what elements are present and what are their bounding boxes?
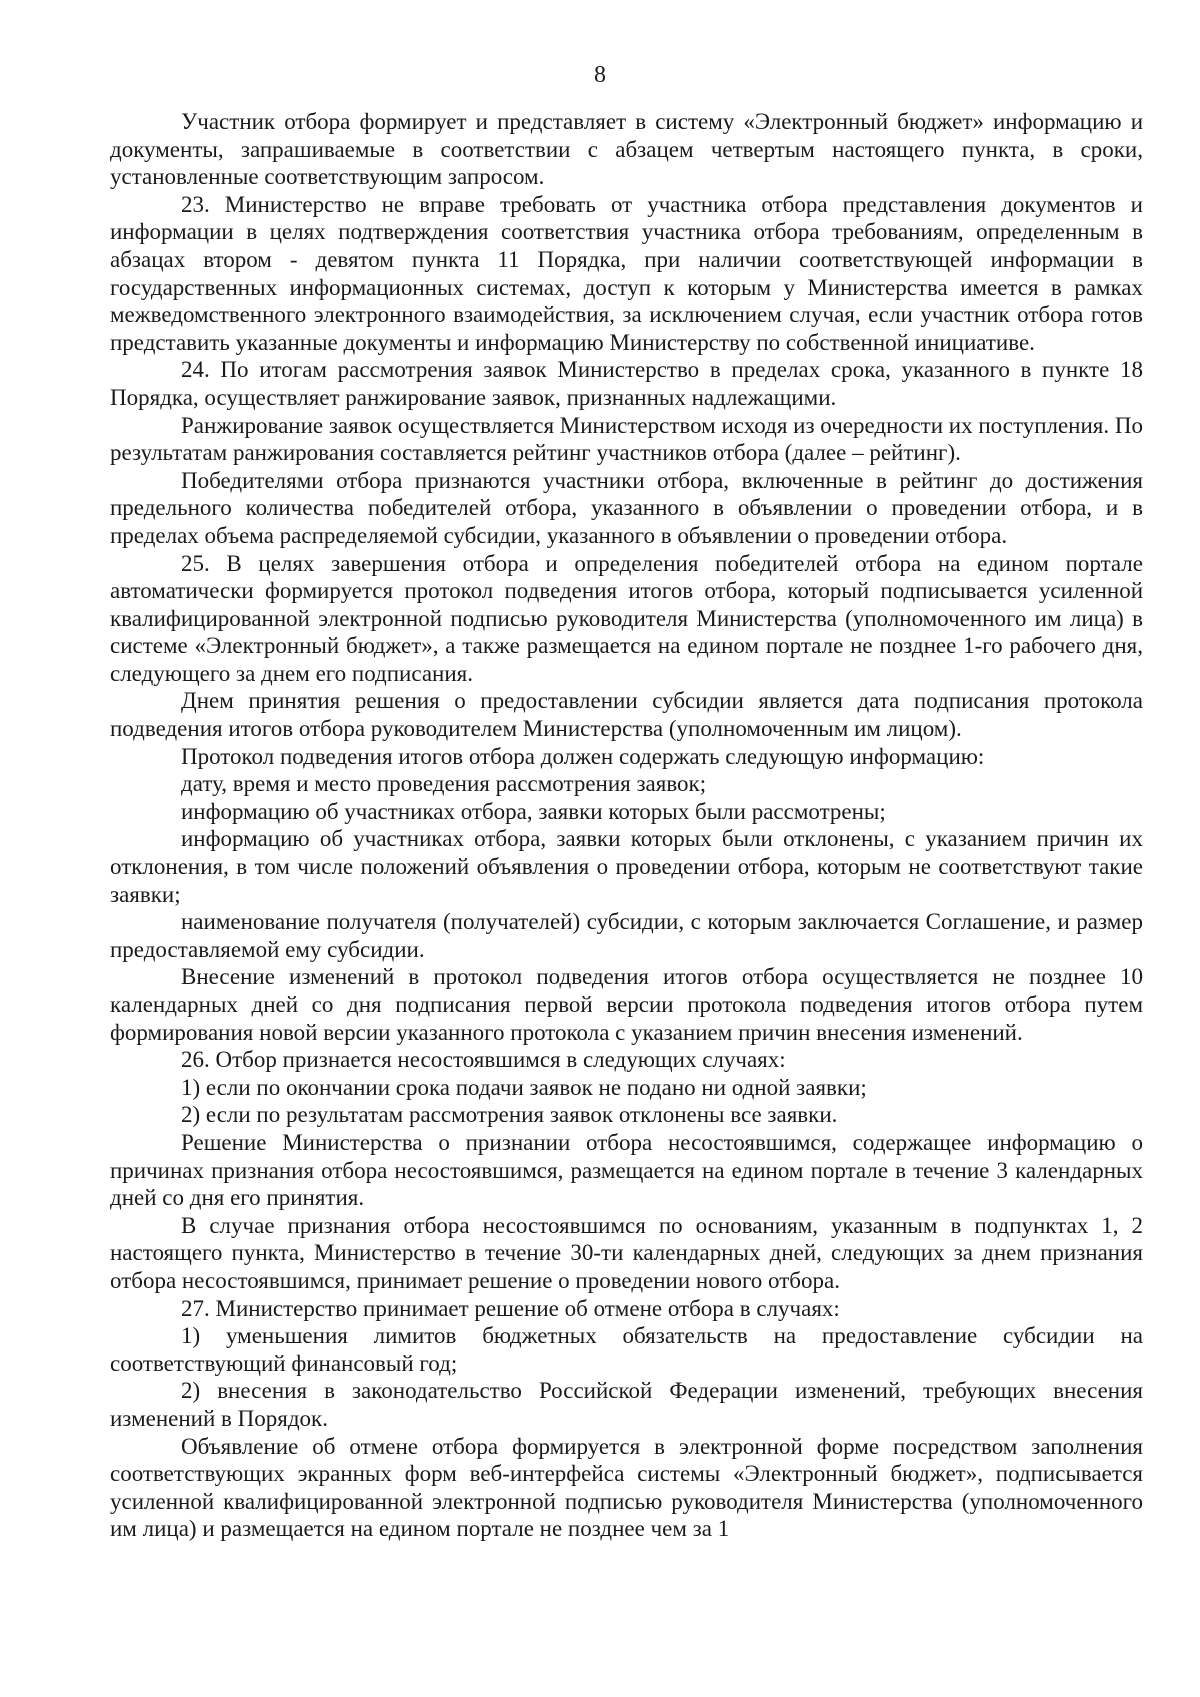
paragraph: Победителями отбора признаются участники отбора, включенные в рейтинг до достижения предельного количества победителей отбора, указанного в объявлении о проведении отбора, и в пределах объема распределяемой субсидии, указанного в объявлении о проведении отбора. xyxy=(110,467,1143,548)
paragraph: В случае признания отбора несостоявшимся по основаниям, указанным в подпунктах 1, 2 настоящего пункта, Министерство в течение 30-ти календарных дней, следующих за днем признания отбора несостоявшимся, принимает решение о проведении нового отбора. xyxy=(110,1212,1143,1293)
paragraph: 25. В целях завершения отбора и определения победителей отбора на едином портале автоматически формируется протокол подведения итогов отбора, который подписывается усиленной квалифицированной электронной подписью руководителя Министерства (уполномоченного им лица) в системе «Электронный бюджет», а также размещается на едином портале не позднее 1-го рабочего дня, следующего за днем его подписания. xyxy=(110,550,1143,686)
paragraph: 27. Министерство принимает решение об отмене отбора в случаях: xyxy=(181,1295,840,1321)
paragraph: Днем принятия решения о предоставлении субсидии является дата подписания протокола подведения итогов отбора руководителем Министерства (уполномоченным им лицом). xyxy=(110,688,1143,742)
paragraph: 1) уменьшения лимитов бюджетных обязательств на предоставление субсидии на соответствующий финансовый год; xyxy=(110,1323,1143,1376)
paragraph: 26. Отбор признается несостоявшимся в следующих случаях: xyxy=(181,1047,786,1073)
paragraph: Ранжирование заявок осуществляется Министерством исходя из очередности их поступления. По результатам ранжирования составляется рейтинг участников отбора (далее – рейтинг). xyxy=(110,412,1143,466)
paragraph: Внесение изменений в протокол подведения итогов отбора осуществляется не позднее 10 календарных дней со дня подписания первой версии протокола подведения итогов отбора путем формирования новой версии указанного протокола с указанием причин внесения изменений. xyxy=(110,964,1143,1045)
paragraph: информацию об участниках отбора, заявки которых были рассмотрены; xyxy=(181,798,886,824)
paragraph: информацию об участниках отбора, заявки которых были отклонены, с указанием причин их отклонения, в том числе положений объявления о проведении отбора, которым не соответствуют такие заявки; xyxy=(110,826,1143,907)
paragraph: наименование получателя (получателей) субсидии, с которым заключается Соглашение, и размер предоставляемой ему субсидии. xyxy=(110,909,1143,962)
paragraph: Решение Министерства о признании отбора несостоявшимся, содержащее информацию о причинах признания отбора несостоявшимся, размещается на едином портале в течение 3 календарных дней со дня его принятия. xyxy=(110,1129,1143,1211)
paragraph: 1) если по окончании срока подачи заявок не подано ни одной заявки; xyxy=(181,1074,867,1100)
paragraph: 23. Министерство не вправе требовать от участника отбора представления документов и информации в целях подтверждения соответствия участника отбора требованиям, определенным в абзацах втором - девятом пункта 11 Порядка, при наличии соответствующей информации в государственных информационных системах, доступ к которым у Министерства имеется в рамках межведомственного электронного взаимодействия, за исключением случая, если участник отбора готов представить указанные документы и информацию Министерству по собственной инициативе. xyxy=(110,191,1143,355)
paragraph: 24. По итогам рассмотрения заявок Министерство в пределах срока, указанного в пункте 18 Порядка, осуществляет ранжирование заявок, признанных надлежащими. xyxy=(110,357,1143,410)
document-body xyxy=(110,108,1143,1543)
paragraph: 2) внесения в законодательство Российской Федерации изменений, требующих внесения изменений в Порядок. xyxy=(110,1378,1143,1431)
paragraph: Объявление об отмене отбора формируется в электронной форме посредством заполнения соответствующих экранных форм веб-интерфейса системы «Электронный бюджет», подписывается усиленной квалифицированной электронной подписью руководителя Министерства (уполномоченного им лица) и размещается на едином портале не позднее чем за 1 xyxy=(110,1433,1143,1542)
paragraph: Протокол подведения итогов отбора должен содержать следующую информацию: xyxy=(181,743,985,769)
page-number: 8 xyxy=(594,62,606,88)
paragraph: дату, время и место проведения рассмотрения заявок; xyxy=(181,771,707,797)
paragraph: 2) если по результатам рассмотрения заявок отклонены все заявки. xyxy=(181,1102,838,1128)
paragraph: Участник отбора формирует и представляет в систему «Электронный бюджет» информацию и документы, запрашиваемые в соответствии с абзацем четвертым настоящего пункта, в сроки, установленные соответствующим запросом. xyxy=(110,109,1143,190)
